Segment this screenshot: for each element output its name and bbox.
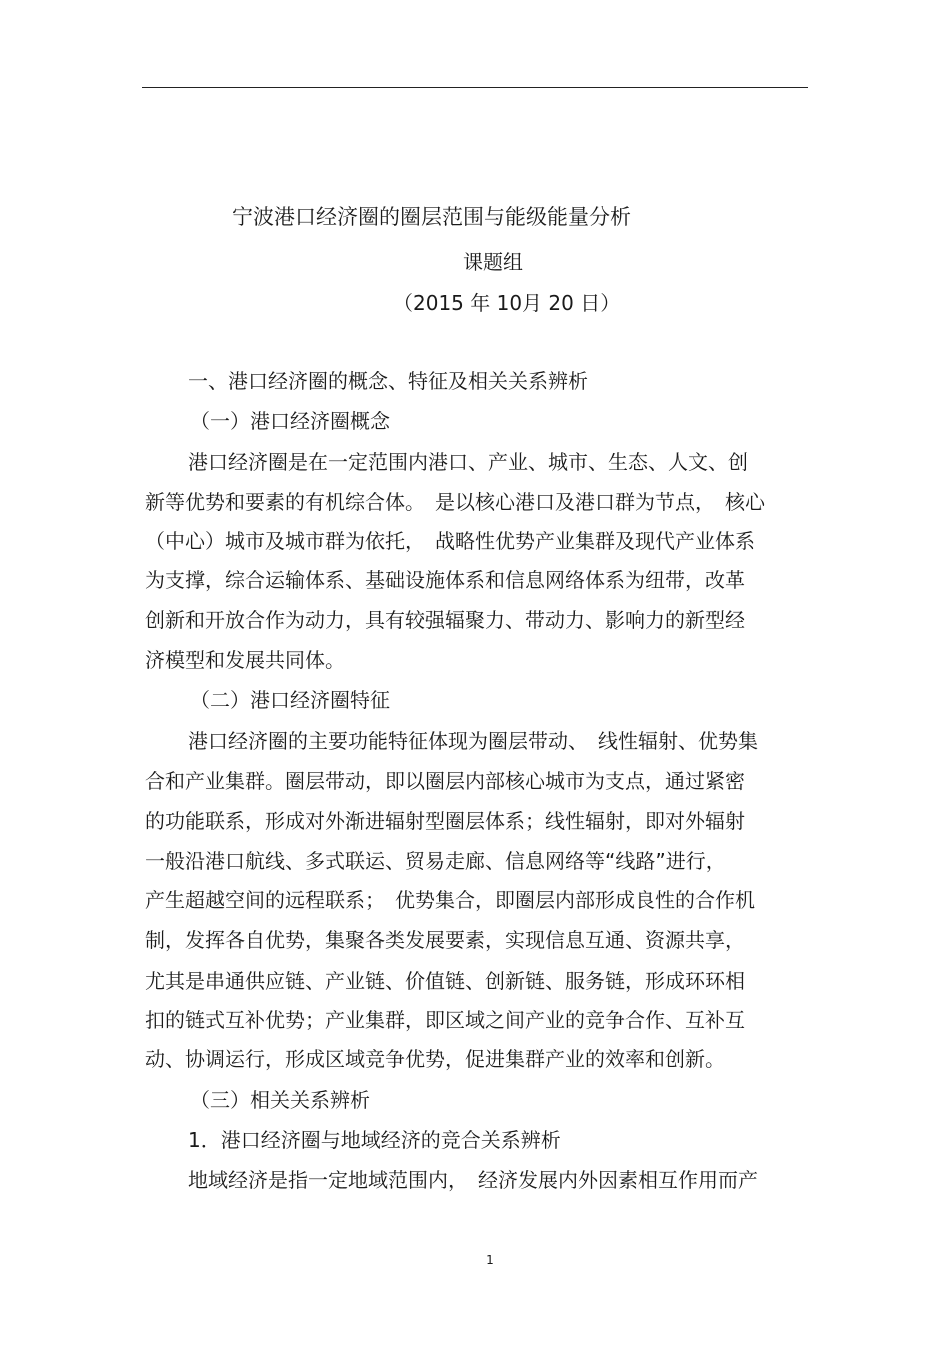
paragraph-line: 合和产业集群。圈层带动，即以圈层内部核心城市为支点，通过紧密 bbox=[145, 769, 745, 793]
subsection-heading: （二）港口经济圈特征 bbox=[190, 688, 390, 712]
document-date: （2015 年 10月 20 日） bbox=[393, 291, 621, 315]
subsection-heading: （一）港口经济圈概念 bbox=[190, 409, 390, 433]
header-rule bbox=[142, 87, 808, 88]
subsection-heading: 1．港口经济圈与地域经济的竞合关系辨析 bbox=[188, 1128, 561, 1152]
paragraph-line: 的功能联系，形成对外渐进辐射型圈层体系；线性辐射，即对外辐射 bbox=[145, 809, 745, 833]
paragraph-line: 制，发挥各自优势，集聚各类发展要素，实现信息互通、资源共享， bbox=[145, 928, 745, 952]
paragraph-line: 港口经济圈的主要功能特征体现为圈层带动、 线性辐射、优势集 bbox=[188, 729, 758, 753]
document-title: 宁波港口经济圈的圈层范围与能级能量分析 bbox=[232, 205, 631, 229]
paragraph-line: 扣的链式互补优势；产业集群，即区域之间产业的竞争合作、互补互 bbox=[145, 1008, 745, 1032]
paragraph-line: 动、协调运行，形成区域竞争优势，促进集群产业的效率和创新。 bbox=[145, 1047, 725, 1071]
paragraph-line: 为支撑，综合运输体系、基础设施体系和信息网络体系为纽带，改革 bbox=[145, 568, 745, 592]
paragraph-line: 一般沿港口航线、多式联运、贸易走廊、信息网络等“线路”进行， bbox=[145, 849, 726, 873]
paragraph-line: 地域经济是指一定地域范围内， 经济发展内外因素相互作用而产 bbox=[188, 1168, 758, 1192]
paragraph-line: 产生超越空间的远程联系； 优势集合，即圈层内部形成良性的合作机 bbox=[145, 888, 755, 912]
paragraph-line: 尤其是串通供应链、产业链、价值链、创新链、服务链，形成环环相 bbox=[145, 969, 745, 993]
paragraph-line: 济模型和发展共同体。 bbox=[145, 648, 345, 672]
section-heading: 一、港口经济圈的概念、特征及相关关系辨析 bbox=[188, 369, 588, 393]
document-author: 课题组 bbox=[463, 250, 523, 274]
page-number: 1 bbox=[486, 1253, 494, 1267]
paragraph-line: 港口经济圈是在一定范围内港口、产业、城市、生态、人文、创 bbox=[188, 450, 748, 474]
subsection-heading: （三）相关关系辨析 bbox=[190, 1088, 370, 1112]
paragraph-line: 新等优势和要素的有机综合体。 是以核心港口及港口群为节点， 核心 bbox=[145, 490, 765, 514]
paragraph-line: 创新和开放合作为动力，具有较强辐聚力、带动力、影响力的新型经 bbox=[145, 608, 745, 632]
paragraph-line: （中心）城市及城市群为依托， 战略性优势产业集群及现代产业体系 bbox=[145, 529, 755, 553]
